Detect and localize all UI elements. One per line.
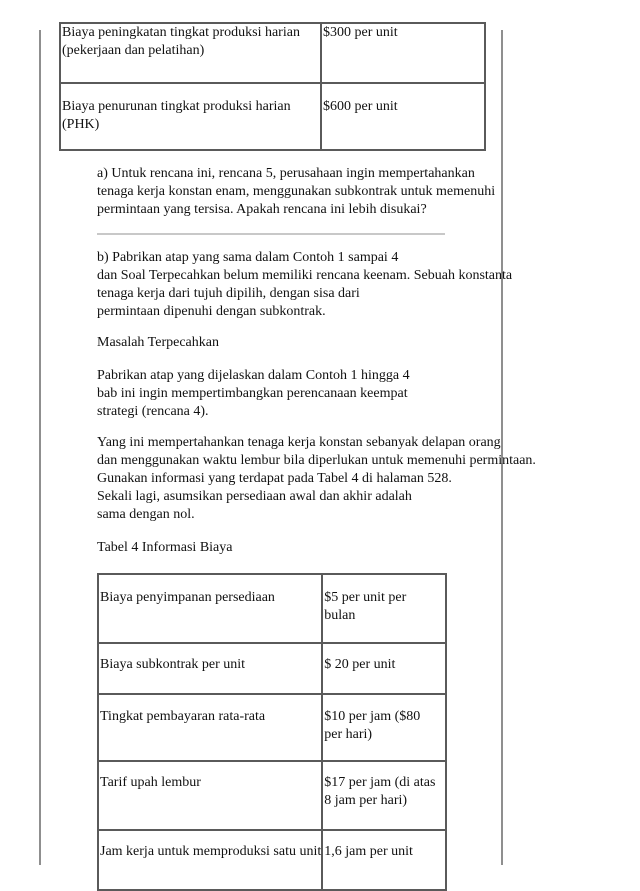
cost-value: $ 20 per unit	[322, 643, 446, 694]
page-border-left	[39, 30, 41, 865]
cost-value: $17 per jam (di atas 8 jam per hari)	[322, 761, 446, 830]
table-row	[98, 574, 446, 643]
cost-value: $300 per unit	[321, 23, 485, 83]
production-change-cost-table	[59, 22, 486, 151]
section-divider	[97, 233, 445, 235]
cost-label: Biaya penyimpanan persediaan	[98, 574, 322, 643]
table-row	[60, 83, 485, 150]
question-b: b) Pabrikan atap yang sama dalam Contoh 1 sampai 4 dan Soal Terpecahkan belum memiliki rencana keenam. Sebuah konstanta tenaga kerja dari tujuh dipilih, dengan sisa dari permintaan dipenuhi dengan subkontrak.	[97, 250, 513, 319]
table-row	[98, 830, 446, 890]
table-row	[98, 761, 446, 830]
table-row	[98, 694, 446, 761]
table-row	[98, 643, 446, 694]
cost-value: $5 per unit per bulan	[322, 574, 446, 643]
cost-label: Biaya penurunan tingkat produksi harian (PHK)	[60, 83, 321, 150]
cost-label: Tingkat pembayaran rata-rata	[98, 694, 322, 761]
table-row	[60, 23, 485, 83]
table-caption: Tabel 4 Informasi Biaya	[97, 540, 233, 555]
cost-label: Biaya subkontrak per unit	[98, 643, 322, 694]
cost-label: Biaya peningkatan tingkat produksi harian (pekerjaan dan pelatihan)	[60, 23, 321, 83]
cost-value: $10 per jam ($80 per hari)	[322, 694, 446, 761]
cost-value: 1,6 jam per unit	[322, 830, 446, 890]
cost-value: $600 per unit	[321, 83, 485, 150]
problem-paragraph-2: Yang ini mempertahankan tenaga kerja konstan sebanyak delapan orang dan menggunakan waktu lembur bila diperlukan untuk memenuhi permintaan. Gunakan informasi yang terdapat pada Tabel 4 di halaman 528. Sekali lagi, asumsikan persediaan awal dan akhir adalah sama dengan nol.	[97, 435, 536, 522]
problem-paragraph-1: Pabrikan atap yang dijelaskan dalam Contoh 1 hingga 4 bab ini ingin mempertimbangkan perencanaan keempat strategi (rencana 4).	[97, 368, 410, 419]
section-heading: Masalah Terpecahkan	[97, 335, 219, 350]
cost-label: Jam kerja untuk memproduksi satu unit	[98, 830, 322, 890]
question-a: a) Untuk rencana ini, rencana 5, perusahaan ingin mempertahankan tenaga kerja konstan enam, menggunakan subkontrak untuk memenuhi permintaan yang tersisa. Apakah rencana ini lebih disukai?	[97, 166, 496, 217]
cost-information-table	[97, 573, 447, 891]
cost-label: Tarif upah lembur	[98, 761, 322, 830]
